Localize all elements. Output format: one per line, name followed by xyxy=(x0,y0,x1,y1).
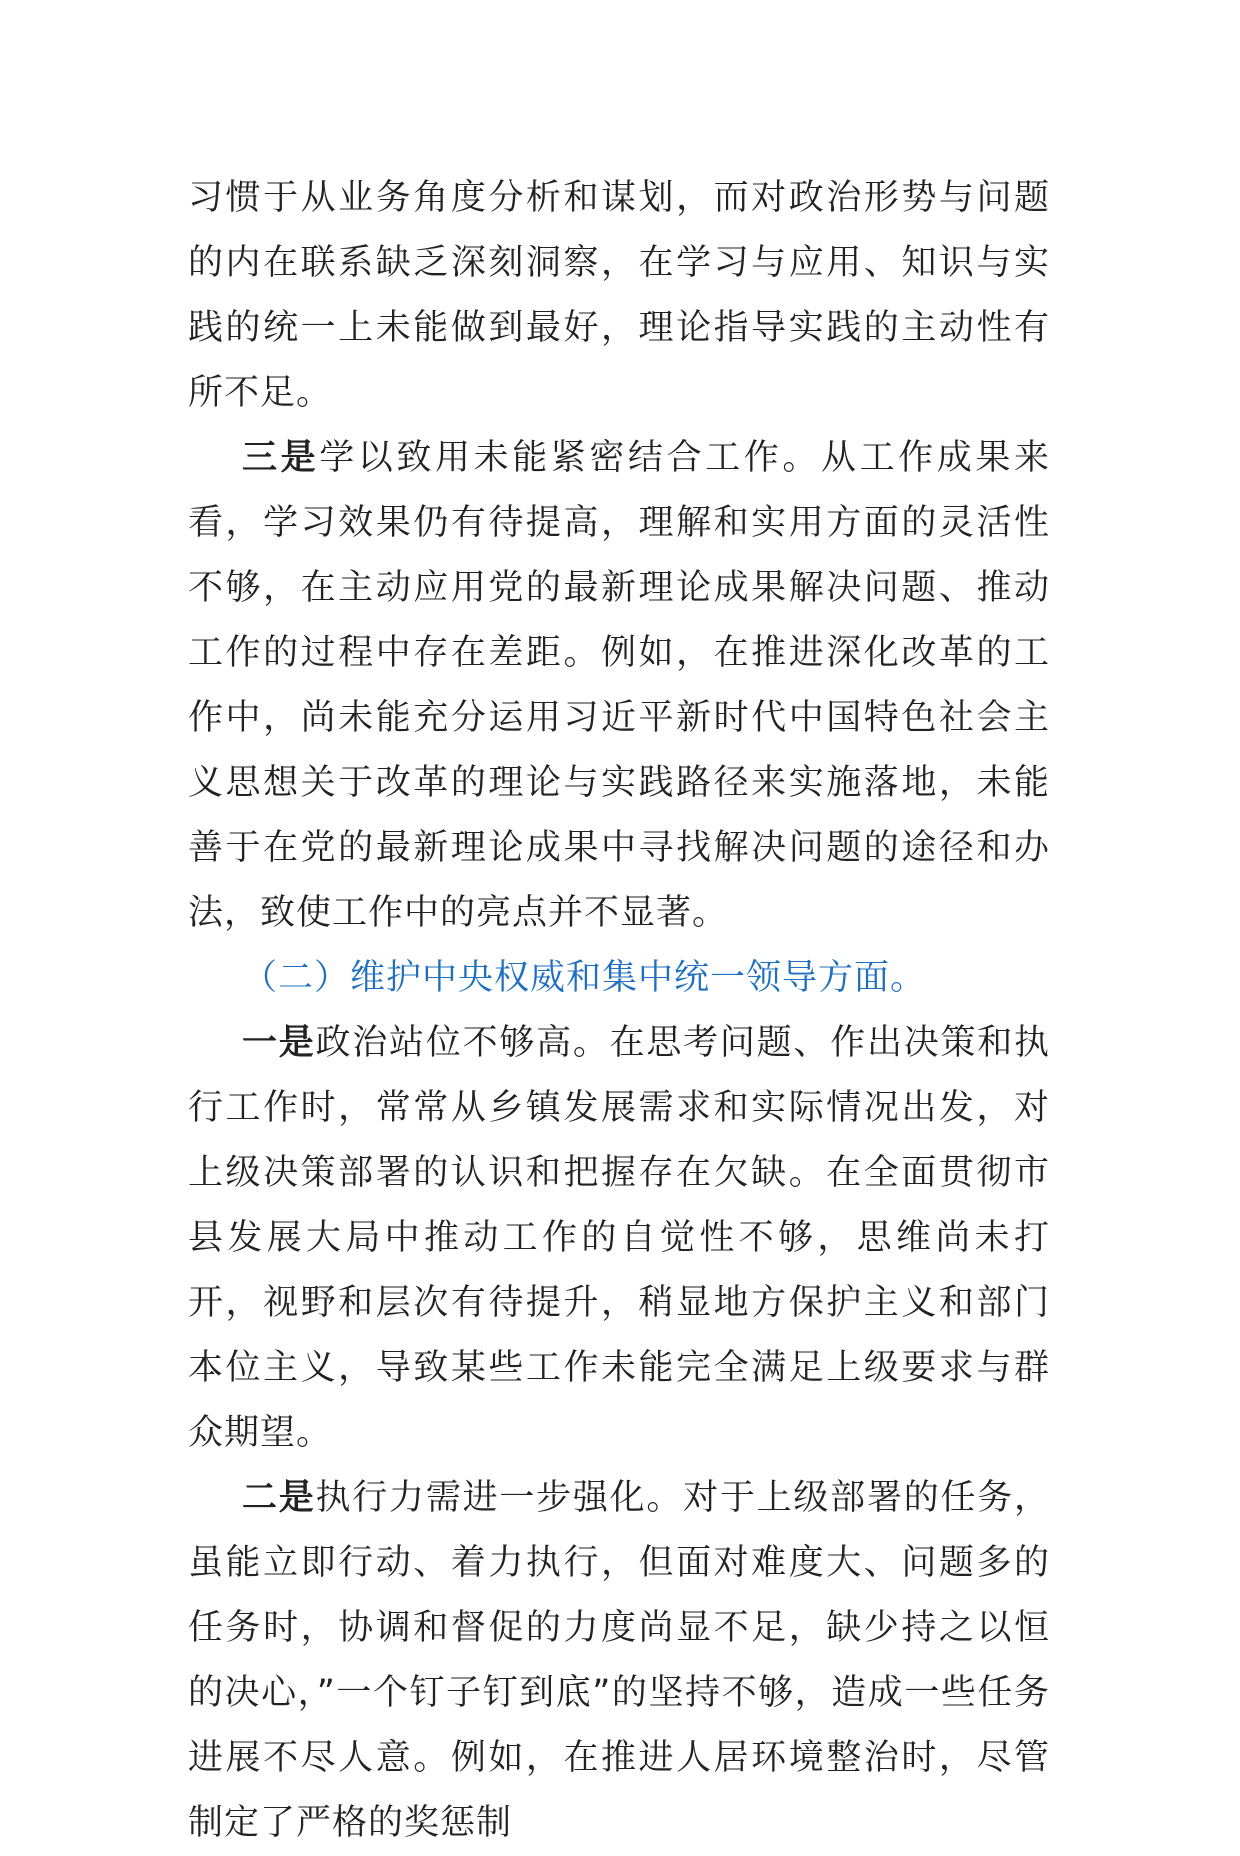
paragraph-text: 政治站位不够高。在思考问题、作出决策和执行工作时，常常从乡镇发展需求和实际情况出发，对上级决策部署的认识和把握存在欠缺。在全面贯彻市县发展大局中推动工作的自觉性不够，思维尚未打开，视野和层次有待提升，稍显地方保护主义和部门本位主义，导致某些工作未能完全满足上级要求与群众期望。 xyxy=(188,1023,1050,1453)
paragraph-continuation xyxy=(188,166,1050,426)
paragraph-point-three xyxy=(188,426,1050,946)
section-heading-text: （二）维护中央权威和集中统一领导方面。 xyxy=(242,958,927,998)
paragraph-point-one xyxy=(188,1011,1050,1466)
paragraph-lead: 二是 xyxy=(242,1478,316,1518)
document-body xyxy=(188,166,1050,1856)
paragraph-text: 习惯于从业务角度分析和谋划，而对政治形势与问题的内在联系缺乏深刻洞察，在学习与应用、知识与实践的统一上未能做到最好，理论指导实践的主动性有所不足。 xyxy=(188,178,1050,413)
paragraph-text: 学以致用未能紧密结合工作。从工作成果来看，学习效果仍有待提高，理解和实用方面的灵活性不够，在主动应用党的最新理论成果解决问题、推动工作的过程中存在差距。例如，在推进深化改革的工作中，尚未能充分运用习近平新时代中国特色社会主义思想关于改革的理论与实践路径来实施落地，未能善于在党的最新理论成果中寻找解决问题的途径和办法，致使工作中的亮点并不显著。 xyxy=(188,438,1050,933)
section-heading xyxy=(188,946,1050,1011)
paragraph-lead: 一是 xyxy=(242,1023,316,1063)
paragraph-lead: 三是 xyxy=(242,438,320,478)
paragraph-text: 执行力需进一步强化。对于上级部署的任务，虽能立即行动、着力执行，但面对难度大、问题多的任务时，协调和督促的力度尚显不足，缺少持之以恒的决心，”一个钉子钉到底”的坚持不够，造成一些任务进展不尽人意。例如，在推进人居环境整治时，尽管制定了严格的奖惩制 xyxy=(188,1478,1050,1843)
paragraph-point-two xyxy=(188,1466,1050,1856)
